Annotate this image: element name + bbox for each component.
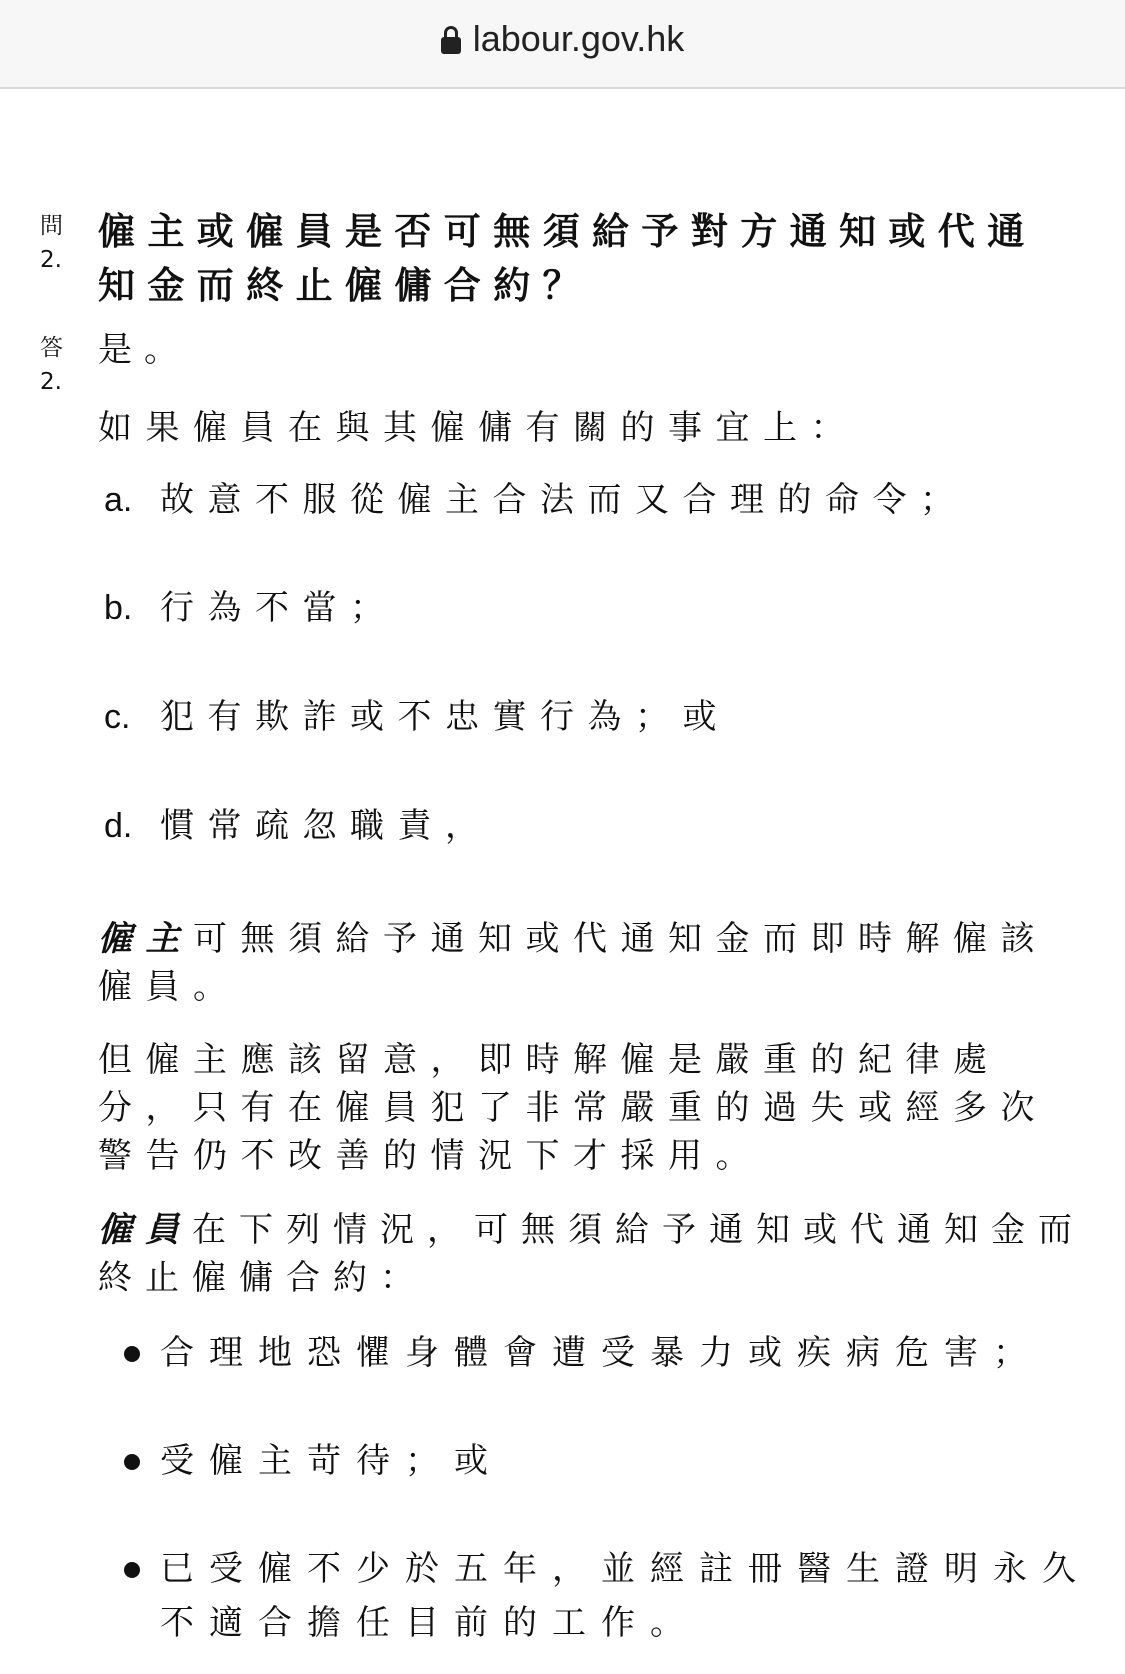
condition-item-b — [104, 583, 398, 633]
condition-item-a — [104, 475, 968, 525]
answer-number: 2. — [40, 369, 62, 395]
employer-term: 僱主 — [98, 919, 193, 959]
condition-letter: c. — [104, 698, 131, 736]
employee-condition-item — [120, 1542, 1100, 1650]
condition-item-c — [104, 692, 730, 742]
lock-icon — [441, 26, 461, 54]
faq-content — [0, 89, 1125, 1674]
employee-condition-text: 已受僱不少於五年，並經註冊醫生證明永久不適合擔任目前的工作。 — [160, 1549, 1091, 1643]
employee-condition-text: 受僱主苛待；或 — [160, 1441, 503, 1481]
bullet-icon — [124, 1346, 140, 1362]
question-text: 僱主或僱員是否可無須給予對方通知或代通知金而終止僱傭合約？ — [98, 210, 1037, 307]
bullet-icon — [124, 1454, 140, 1470]
question-label: 問 — [40, 213, 63, 239]
answer-intro: 如果僱員在與其僱傭有關的事宜上： — [98, 408, 858, 448]
condition-text: 行為不當； — [160, 588, 398, 628]
condition-text: 故意不服從僱主合法而又合理的命令； — [160, 480, 968, 520]
condition-letter: b. — [104, 589, 133, 627]
employee-condition-item — [120, 1434, 1100, 1488]
employee-text: 在下列情況，可無須給予通知或代通知金而終止僱傭合約： — [98, 1210, 1085, 1298]
employee-termination-paragraph — [98, 1206, 1108, 1302]
condition-letter: d. — [104, 807, 133, 845]
employee-term: 僱員 — [98, 1210, 192, 1250]
question-marker — [40, 209, 84, 277]
url-display[interactable] — [0, 18, 1125, 60]
employer-dismissal-paragraph — [98, 915, 1058, 1011]
employee-condition-item — [120, 1326, 1100, 1380]
condition-letter: a. — [104, 481, 133, 519]
answer-short: 是。 — [98, 330, 190, 370]
question-number: 2. — [40, 247, 62, 273]
answer-label: 答 — [40, 335, 63, 361]
condition-text: 慣常疏忽職責， — [160, 806, 493, 846]
condition-item-d — [104, 801, 493, 851]
employer-text: 可無須給予通知或代通知金而即時解僱該僱員。 — [98, 919, 1048, 1007]
bullet-icon — [124, 1562, 140, 1578]
answer-marker — [40, 331, 84, 399]
condition-text: 犯有欺詐或不忠實行為；或 — [160, 697, 730, 737]
caution-paragraph: 但僱主應該留意，即時解僱是嚴重的紀律處分，只有在僱員犯了非常嚴重的過失或經多次警告仍不改善的情況下才採用。 — [98, 1040, 1048, 1176]
employee-condition-text: 合理地恐懼身體會遭受暴力或疾病危害； — [160, 1333, 1042, 1373]
url-text[interactable]: labour.gov.hk — [472, 18, 685, 59]
browser-address-bar[interactable] — [0, 0, 1125, 89]
